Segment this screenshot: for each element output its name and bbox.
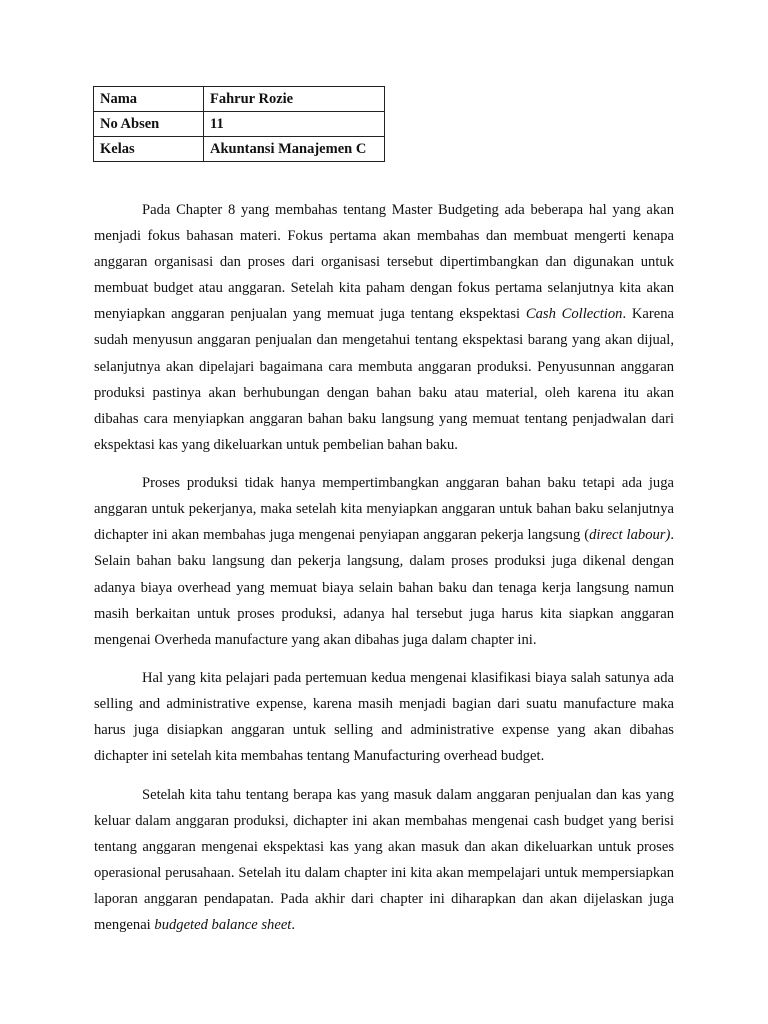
paragraph-4: [94, 782, 674, 939]
paragraph-1-text-a: Pada Chapter 8 yang membahas tentang Master Budgeting ada beberapa hal yang akan menjadi fokus bahasan materi. Fokus pertama akan membahas dan membuat mengerti kenapa anggaran organisasi dan proses dari organisasi tersebut dipertimbangkan dan digunakan untuk membuat budget atau anggaran. Setelah kita paham dengan fokus pertama selanjutnya kita akan menyiapkan anggaran penjualan yang memuat juga tentang ekspektasi: [94, 202, 674, 323]
paragraph-4-text-b: .: [291, 917, 296, 933]
name-label: Nama: [94, 87, 204, 112]
paragraph-2-text-b: . Selain bahan baku langsung dan pekerja langsung, dalam proses produksi juga dikenal dengan adanya biaya overhead yang memuat biaya selain bahan baku dan tenaga kerja langsung namun masih berkaitan untuk proses produksi, adanya hal tersebut juga harus kita siapkan anggaran mengenai Overheda manufacture yang akan dibahas juga dalam chapter ini.: [94, 527, 674, 648]
paragraph-4-text-a: Setelah kita tahu tentang berapa kas yang masuk dalam anggaran penjualan dan kas yang keluar dalam anggaran produksi, dichapter ini akan membahas mengenai cash budget yang berisi tentang anggaran mengenai ekspektasi kas yang akan masuk dan akan dikeluarkan untuk proses operasional perusahaan. Setelah itu dalam chapter ini kita akan mempelajari untuk mempersiapkan laporan anggaran pendapatan. Pada akhir dari chapter ini diharapkan dan akan dijelaskan juga mengenai: [94, 786, 674, 933]
table-row: [94, 87, 385, 112]
paragraph-3: [94, 665, 674, 769]
absen-value: 11: [204, 112, 385, 137]
paragraph-1-emphasis: Cash Collection: [525, 306, 623, 323]
paragraph-2-emphasis: direct labour): [589, 527, 671, 544]
paragraph-4-emphasis: budgeted balance sheet: [154, 917, 292, 933]
body-text: [94, 197, 674, 950]
name-value: Fahrur Rozie: [204, 87, 385, 112]
kelas-label: Kelas: [94, 137, 204, 162]
paragraph-1-text-b: . Karena sudah menyusun anggaran penjualan dan mengetahui tentang ekspektasi barang yang akan dijual, selanjutnya akan dipelajari bagaimana cara membuta anggaran produksi. Penyusunnan anggaran produksi pastinya akan berhubungan dengan bahan baku atau material, oleh karena itu akan dibahas cara menyiapkan anggaran bahan baku langsung yang memuat tentang penjadwalan dari ekspektasi kas yang dikeluarkan untuk pembelian bahan baku.: [94, 306, 674, 453]
table-row: [94, 112, 385, 137]
paragraph-2: [94, 470, 674, 653]
student-info-table: [93, 86, 385, 162]
paragraph-1: [94, 197, 674, 458]
kelas-value: Akuntansi Manajemen C: [204, 137, 385, 162]
table-row: [94, 137, 385, 162]
paragraph-3-text: Hal yang kita pelajari pada pertemuan kedua mengenai klasifikasi biaya salah satunya ada selling and administrative expense, karena masih menjadi bagian dari suatu manufacture maka harus juga disiapkan anggaran untuk selling and administrative expense yang akan dibahas dichapter ini setelah kita membahas tentang Manufacturing overhead budget.: [94, 669, 674, 765]
absen-label: No Absen: [94, 112, 204, 137]
paragraph-2-text-a: Proses produksi tidak hanya mempertimbangkan anggaran bahan baku tetapi ada juga anggaran untuk pekerjanya, maka setelah kita menyiapkan anggaran untuk bahan baku selanjutnya dichapter ini akan membahas juga mengenai penyiapan anggaran pekerja langsung (: [94, 475, 674, 544]
